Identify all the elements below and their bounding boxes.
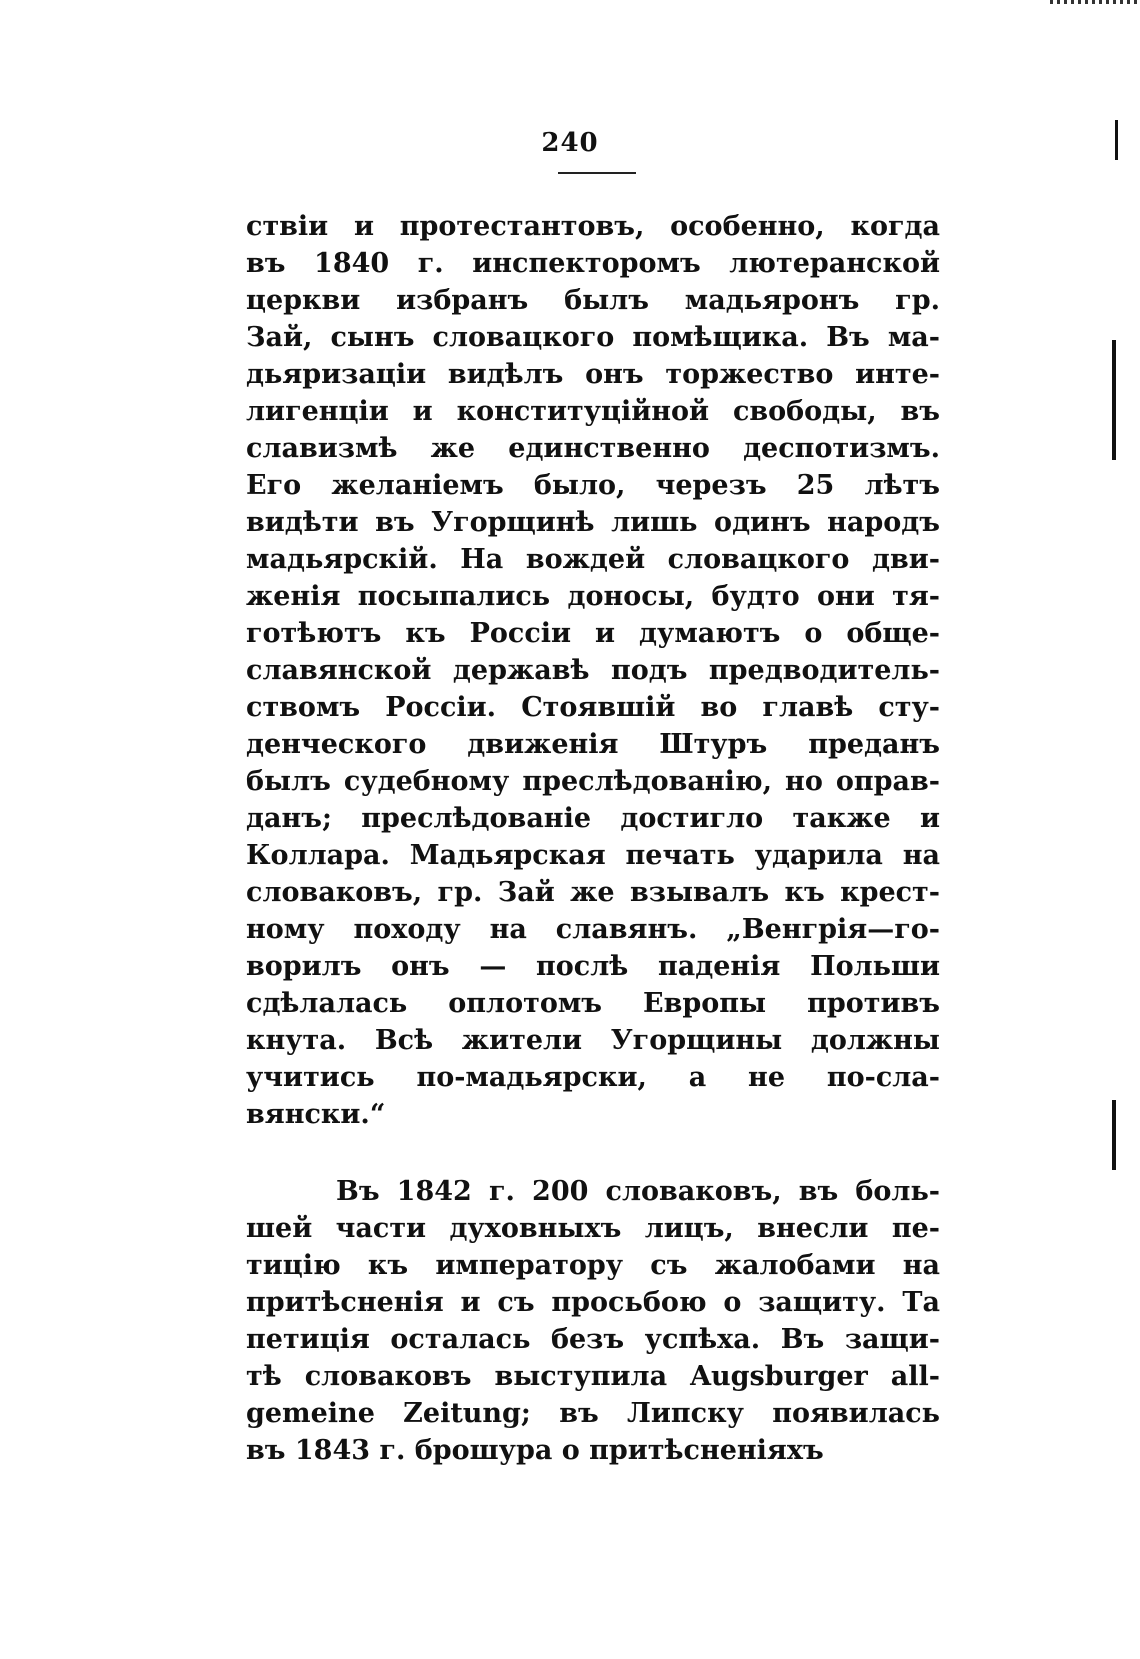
text-line: ствіи и протестантовъ, особенно, когда [246,211,940,242]
text-line: шей части духовныхъ лицъ, внесли пе- [246,1213,940,1244]
text-line: Въ 1842 г. 200 словаковъ, въ боль- [336,1176,940,1207]
text-line: Зай, сынъ словацкого помѣщика. Въ ма- [246,322,940,353]
scan-edge-artifact [1112,340,1116,460]
text-line: дьяризаціи видѣлъ онъ торжество инте- [246,359,940,390]
text-line: вянски.“ [246,1099,386,1130]
text-line: въ 1840 г. инспекторомъ лютеранской [246,248,940,279]
text-line: славянской державѣ подъ предводитель- [246,655,940,686]
text-line: видѣти въ Угорщинѣ лишь одинъ народъ [246,507,940,538]
text-line: тѣ словаковъ выступила Augsburger all- [246,1361,940,1392]
text-line: Коллара. Мадьярская печать ударила на [246,840,940,871]
text-line: сдѣлалась оплотомъ Европы противъ [246,988,940,1019]
text-line: лигенціи и конституційной свободы, въ [246,396,940,427]
text-line: учитись по-мадьярски, а не по-сла- [246,1062,940,1093]
paragraph-1 [246,208,940,1133]
text-line: Его желаніемъ было, черезъ 25 лѣтъ [246,470,940,501]
text-line: денческого движенія Штуръ преданъ [246,729,940,760]
text-line: мадьярскій. На вождей словацкого дви- [246,544,940,575]
text-line: былъ судебному преслѣдованію, но оправ- [246,766,940,797]
text-line: данъ; преслѣдованіе достигло также и [246,803,940,834]
text-line: притѣсненія и съ просьбою о защиту. Та [246,1287,940,1318]
text-line: церкви избранъ былъ мадьяронъ гр. [246,285,940,316]
page-number-rule [558,172,636,174]
page-number: 240 [541,128,599,158]
text-line: въ 1843 г. брошура о притѣсненіяхъ [246,1435,824,1466]
paragraph-2 [246,1173,940,1469]
text-line: славизмѣ же единственно деспотизмъ. [246,433,940,464]
text-line: ствомъ Россіи. Стоявшій во главѣ сту- [246,692,940,723]
text-line: кнута. Всѣ жители Угорщины должны [246,1025,940,1056]
text-line: словаковъ, гр. Зай же взывалъ къ крест- [246,877,940,908]
text-line: gemeine Zeitung; въ Липску появилась [246,1398,940,1429]
text-line: женія посыпались доносы, будто они тя- [246,581,940,612]
scan-edge-artifact [1112,1100,1116,1170]
text-line: петиція осталась безъ успѣха. Въ защи- [246,1324,940,1355]
scan-edge-artifact [1050,0,1140,4]
text-line: ворилъ онъ — послѣ паденія Польши [246,951,940,982]
text-line: готѣютъ къ Россіи и думаютъ о обще- [246,618,940,649]
text-line: тицію къ императору съ жалобами на [246,1250,940,1281]
text-line: ному походу на славянъ. „Венгрія—го- [246,914,940,945]
